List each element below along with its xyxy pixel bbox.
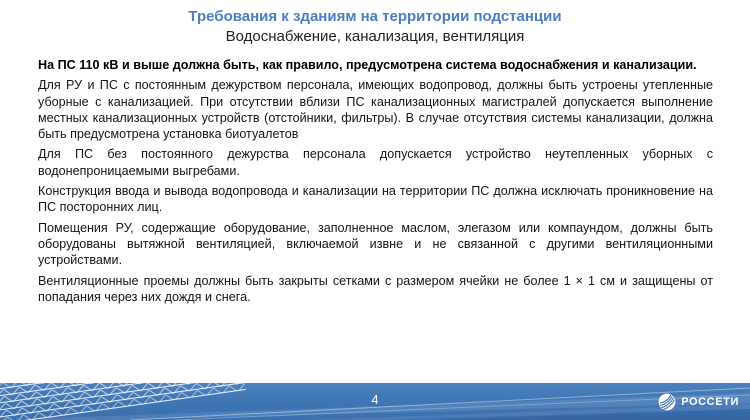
slide-title: Требования к зданиям на территории подстанции (188, 8, 562, 25)
paragraph-3: Для ПС без постоянного дежурства персонала допускается устройство неутепленных уборных с водонепроницаемыми выгребами. (38, 147, 713, 178)
paragraph-4: Конструкция ввода и вывода водопровода и канализации на территории ПС должна исключать проникновение на ПС посторонних лиц. (38, 184, 713, 215)
paragraph-5: Помещения РУ, содержащие оборудование, заполненное маслом, элегазом или компаундом, должны быть оборудованы вытяжной вентиляцией, включаемой извне и не связанной с другими вентиляционными устройствами. (38, 220, 713, 268)
slide-header (0, 8, 750, 46)
page-number: 4 (371, 392, 379, 407)
paragraph-1: На ПС 110 кВ и выше должна быть, как правило, предусмотрена система водоснабжения и канализации. (38, 58, 697, 72)
paragraph-2: Для РУ и ПС с постоянным дежурством персонала, имеющих водопровод, должны быть устроены утепленные уборные с канализацией. При отсутствии вблизи ПС канализационных магистралей допускается выполнение местных канализационных устройств (отстойники, фильтры). В случае отсутствия системы канализации, должна быть предусмотрена установка биотуалетов (38, 78, 713, 142)
slide-body (38, 57, 713, 309)
rosseti-logo (658, 393, 739, 411)
footer-band (0, 383, 750, 420)
slide-subtitle: Водоснабжение, канализация, вентиляция (225, 28, 525, 45)
paragraph-6: Вентиляционные проемы должны быть закрыты сетками с размером ячейки не более 1 × 1 см и защищены от попадания через них дождя и снега. (38, 273, 713, 304)
rosseti-logo-text: РОССЕТИ (681, 395, 739, 408)
rosseti-globe-icon (658, 393, 676, 411)
